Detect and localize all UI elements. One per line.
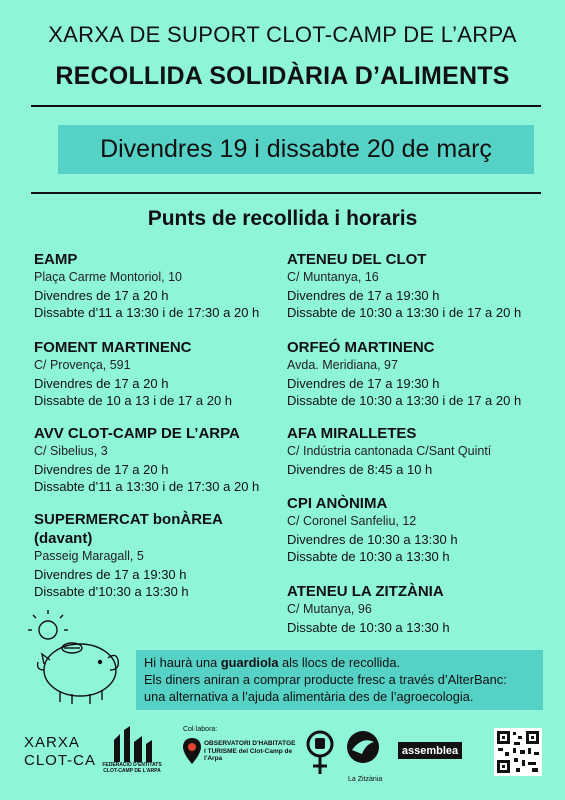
point-eamp	[34, 250, 259, 322]
federacio-logo-icon	[110, 726, 156, 762]
point-address: Passeig Maragall, 5	[34, 549, 144, 563]
point-supermercat	[34, 510, 223, 601]
point-hours: Divendres de 17 a 19:30 h	[287, 287, 440, 303]
point-address: C/ Muntanya, 16	[287, 270, 379, 284]
point-hours: Divendres de 17 a 20 h	[34, 375, 169, 391]
point-name: SUPERMERCAT bonÀREA	[34, 511, 223, 528]
point-name: ATENEU LA ZITZÀNIA	[287, 583, 444, 600]
point-name: CPI ANÒNIMA	[287, 495, 388, 512]
point-address: C/ Provença, 591	[34, 358, 131, 372]
point-name: ORFEÓ MARTINENC	[287, 339, 435, 356]
observatori-text: OBSERVATORI D'HABITATGE I TURISME del Clot-Camp de l'Arpa	[204, 740, 296, 762]
feminist-fist-icon	[306, 730, 334, 776]
point-ateneu-clot	[287, 250, 521, 322]
point-name-note: (davant)	[34, 530, 93, 547]
qr-code-icon	[494, 728, 542, 776]
divider-bottom	[31, 192, 541, 194]
point-hours: Divendres de 17 a 19:30 h	[34, 566, 187, 582]
collabora-label: Col·labora:	[183, 726, 218, 733]
date-box	[58, 125, 534, 174]
xarxa-logo: XARXA CLOT-CA	[24, 734, 97, 769]
point-hours: Dissabte de 10 a 13 i de 17 a 20 h	[34, 393, 233, 408]
zitzania-text: La Zitzània	[348, 776, 383, 783]
point-avv-clot	[34, 424, 259, 496]
point-cpi-anonima	[287, 494, 458, 566]
point-afa-miralletes	[287, 424, 491, 478]
note-line-1: Hi haurà una guardiola als llocs de recollida.	[144, 655, 401, 670]
divider-top	[31, 105, 541, 107]
point-address: C/ Mutanya, 96	[287, 602, 372, 616]
point-hours: Dissabte d’11 a 13:30 i de 17:30 a 20 h	[34, 305, 260, 320]
point-hours: Divendres de 17 a 20 h	[34, 287, 169, 303]
footer-logos	[0, 720, 565, 800]
point-name: AFA MIRALLETES	[287, 425, 417, 442]
assemblea-logo: assemblea	[398, 742, 462, 759]
note-box	[136, 650, 543, 710]
note-line-3: una alternativa a l’ajuda alimentària des de l’agroecologia.	[144, 689, 474, 704]
point-hours: Divendres de 10:30 a 13:30 h	[287, 531, 458, 547]
point-hours: Dissabte d’11 a 13:30 i de 17:30 a 20 h	[34, 479, 260, 494]
point-ateneu-zitzania	[287, 582, 450, 636]
point-hours: Divendres de 8:45 a 10 h	[287, 461, 433, 477]
point-name: FOMENT MARTINENC	[34, 339, 192, 356]
point-address: C/ Coronel Sanfeliu, 12	[287, 514, 417, 528]
note-line-2: Els diners aniran a comprar producte fresc a través d’AlterBanc:	[144, 672, 507, 687]
point-name: AVV CLOT-CAMP DE L’ARPA	[34, 425, 240, 442]
point-hours: Dissabte de 10:30 a 13:30 i de 17 a 20 h	[287, 305, 522, 320]
point-hours: Dissabte d’10:30 a 13:30 h	[34, 584, 189, 599]
zitzania-logo-icon	[346, 730, 380, 764]
point-foment-martinenc	[34, 338, 232, 410]
point-address: Plaça Carme Montoriol, 10	[34, 270, 182, 284]
section-title: Punts de recollida i horaris	[147, 207, 418, 230]
point-name: EAMP	[34, 251, 78, 268]
date-text: Divendres 19 i dissabte 20 de març	[100, 135, 492, 163]
point-hours: Dissabte de 10:30 a 13:30 h	[287, 549, 450, 564]
federacio-text: FEDERACIÓ D'ENTITATS CLOT-CAMP DE L'ARPA	[102, 762, 162, 774]
point-name: ATENEU DEL CLOT	[287, 251, 427, 268]
header-org: XARXA DE SUPORT CLOT-CAMP DE L’ARPA	[48, 22, 517, 47]
piggy-bank-icon	[20, 608, 140, 708]
point-address: C/ Sibelius, 3	[34, 444, 108, 458]
point-hours: Dissabte de 10:30 a 13:30 h	[287, 619, 450, 635]
point-hours: Divendres de 17 a 20 h	[34, 461, 169, 477]
point-hours: Dissabte de 10:30 a 13:30 i de 17 a 20 h	[287, 393, 522, 408]
map-pin-icon	[183, 738, 201, 764]
header-title: RECOLLIDA SOLIDÀRIA D’ALIMENTS	[55, 62, 510, 90]
point-address: C/ Indústria cantonada C/Sant Quintí	[287, 444, 492, 458]
point-hours: Divendres de 17 a 19:30 h	[287, 375, 440, 391]
point-address: Avda. Meridiana, 97	[287, 358, 398, 372]
point-orfeo-martinenc	[287, 338, 521, 410]
